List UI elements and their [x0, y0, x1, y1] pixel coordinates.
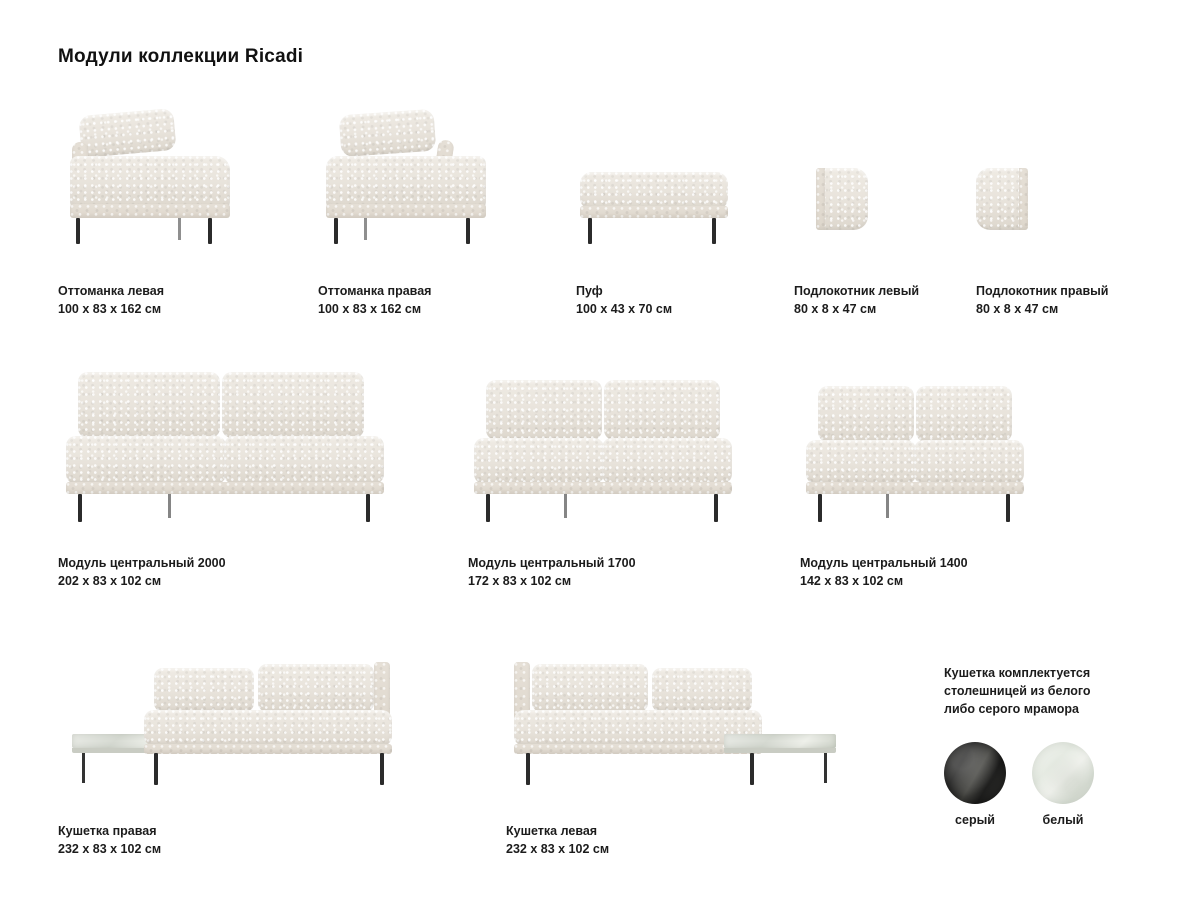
module-card-ottomanka-levaya — [58, 110, 258, 318]
module-card-kushetka-levaya — [506, 640, 906, 858]
module-name: Оттоманка левая — [58, 284, 165, 298]
marble-swatch-white-label: белый — [1042, 813, 1084, 827]
marble-swatch-white-circle — [1032, 742, 1094, 804]
module-card-modul-2000 — [58, 372, 398, 590]
module-name: Пуф — [576, 284, 603, 298]
module-illustration — [318, 110, 518, 260]
marble-note-line-2: столешницей из белого — [944, 684, 1091, 698]
marble-note-line-1: Кушетка комплектуется — [944, 666, 1091, 680]
module-card-puf — [576, 110, 736, 318]
module-dims: 80 x 8 x 47 см — [794, 302, 877, 316]
module-name: Модуль центральный 1700 — [468, 556, 636, 570]
page-title: Модули коллекции Ricadi — [58, 46, 304, 67]
module-dims: 232 x 83 x 102 см — [58, 842, 162, 856]
module-dims: 100 x 83 x 162 см — [318, 302, 422, 316]
module-illustration — [58, 640, 458, 800]
module-illustration — [58, 372, 398, 532]
module-illustration — [576, 110, 736, 260]
module-name: Модуль центральный 2000 — [58, 556, 226, 570]
module-dims: 100 x 43 x 70 см — [576, 302, 673, 316]
module-name: Кушетка левая — [506, 824, 598, 838]
module-name: Модуль центральный 1400 — [800, 556, 968, 570]
module-name: Подлокотник левый — [794, 284, 920, 298]
marble-swatch-grey-circle — [944, 742, 1006, 804]
module-name: Оттоманка правая — [318, 284, 432, 298]
module-dims: 142 x 83 x 102 см — [800, 574, 904, 588]
marble-note-block — [944, 664, 1144, 827]
module-illustration — [794, 110, 944, 260]
module-illustration — [800, 372, 1040, 532]
module-name: Подлокотник правый — [976, 284, 1109, 298]
module-dims: 80 x 8 x 47 см — [976, 302, 1059, 316]
marble-table-surface — [724, 734, 836, 748]
module-dims: 172 x 83 x 102 см — [468, 574, 572, 588]
module-illustration — [468, 372, 748, 532]
module-dims: 202 x 83 x 102 см — [58, 574, 162, 588]
module-name: Кушетка правая — [58, 824, 157, 838]
module-card-modul-1700 — [468, 372, 748, 590]
module-card-kushetka-pravaya — [58, 640, 458, 858]
module-card-podlokotnik-pravyy — [976, 110, 1126, 318]
module-card-modul-1400 — [800, 372, 1040, 590]
module-illustration — [506, 640, 906, 800]
marble-note-line-3: либо серого мрамора — [944, 702, 1079, 716]
module-card-ottomanka-pravaya — [318, 110, 518, 318]
marble-swatch-grey — [944, 742, 1006, 827]
module-dims: 100 x 83 x 162 см — [58, 302, 162, 316]
marble-swatch-grey-label: серый — [955, 813, 995, 827]
module-illustration — [976, 110, 1126, 260]
marble-swatch-white — [1032, 742, 1094, 827]
module-illustration — [58, 110, 258, 260]
module-card-podlokotnik-levyy — [794, 110, 944, 318]
module-dims: 232 x 83 x 102 см — [506, 842, 610, 856]
